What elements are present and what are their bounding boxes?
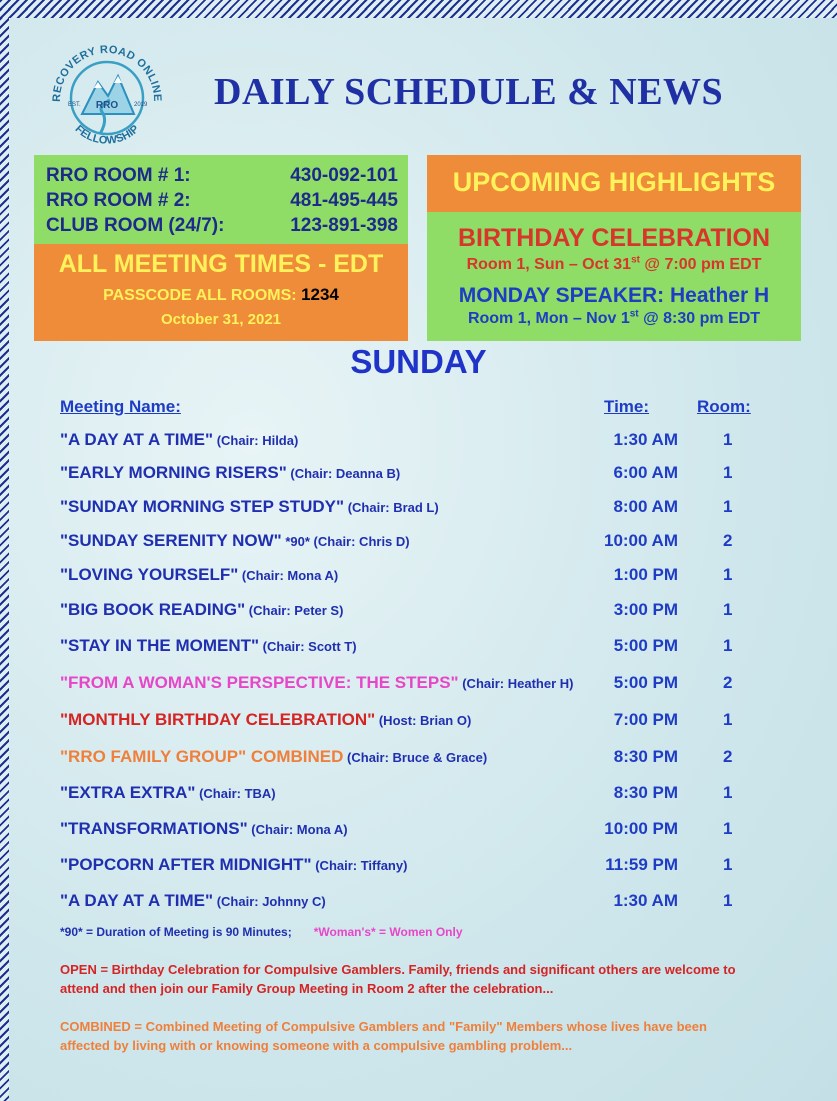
rro-logo: [38, 38, 176, 158]
meeting-time: 7:00 PM: [613, 710, 678, 729]
meeting-room: 2: [723, 531, 733, 550]
meeting-row: [60, 747, 760, 777]
meeting-title: "EARLY MORNING RISERS": [60, 463, 287, 482]
room-number: 430-092-101: [290, 165, 398, 186]
logo-top-text: RECOVERY ROAD ONLINE: [50, 43, 164, 103]
meeting-row: [60, 463, 760, 493]
meeting-row: [60, 673, 760, 703]
meeting-room: 1: [723, 565, 733, 584]
meeting-row: [60, 710, 760, 740]
passcode-line: [34, 285, 408, 305]
event1-sup: st: [631, 254, 640, 266]
meeting-room: 1: [723, 710, 733, 729]
meeting-time: 5:00 PM: [613, 636, 678, 655]
meeting-title: "FROM A WOMAN'S PERSPECTIVE: THE STEPS": [60, 673, 459, 692]
meeting-room: 1: [723, 430, 733, 449]
meeting-chair: (Chair: Mona A): [238, 568, 339, 583]
meeting-title: "A DAY AT A TIME": [60, 430, 214, 449]
passcode-label: PASSCODE ALL ROOMS:: [103, 287, 297, 304]
schedule-date: October 31, 2021: [160, 311, 282, 328]
meeting-chair: (Chair: Deanna B): [286, 466, 401, 481]
meeting-time: 3:00 PM: [613, 600, 678, 619]
event2-sup: st: [629, 308, 639, 320]
meeting-chair: (Chair: Mona A): [247, 822, 348, 837]
meeting-room: 1: [723, 497, 733, 516]
meeting-row: [60, 565, 760, 595]
logo-est: EST.: [68, 102, 81, 108]
meeting-time: 1:30 AM: [613, 430, 678, 449]
rooms-box: [34, 155, 408, 244]
meeting-row: [60, 497, 760, 527]
room-number: 481-495-445: [290, 190, 398, 211]
day-heading: SUNDAY: [350, 343, 487, 380]
note-woman: *Woman's* = Women Only: [313, 925, 463, 939]
room-label: RRO ROOM # 1:: [46, 165, 191, 186]
meeting-name: [60, 463, 400, 483]
room-label: RRO ROOM # 2:: [46, 190, 191, 211]
room-number: 123-891-398: [290, 215, 398, 236]
meeting-row: [60, 600, 760, 630]
meeting-time: 1:00 PM: [613, 565, 678, 584]
meeting-name: [60, 855, 407, 875]
border-bottom: [0, 9, 837, 18]
meeting-time: 10:00 AM: [603, 531, 678, 550]
meeting-time: 8:30 PM: [613, 747, 678, 766]
logo-year: 2019: [134, 102, 148, 108]
note-open: OPEN = Birthday Celebration for Compulsive Gamblers. Family, friends and significant others are welcome to attend and then join our Family Group Meeting in Room 2 after the celebration...: [60, 962, 736, 996]
meeting-room: 1: [723, 463, 733, 482]
meeting-chair: (Chair: Johnny C): [213, 894, 326, 909]
meeting-name: [60, 430, 298, 450]
meeting-name: [60, 565, 338, 585]
room-label: CLUB ROOM (24/7):: [46, 215, 225, 236]
event1-pre: Room 1, Sun – Oct 31: [466, 256, 632, 273]
passcode-value: 1234: [301, 285, 339, 304]
meeting-title: "BIG BOOK READING": [60, 600, 246, 619]
meeting-time: 6:00 AM: [613, 463, 678, 482]
meeting-chair: (Chair: TBA): [195, 786, 276, 801]
meeting-row: [60, 783, 760, 813]
meeting-chair: (Chair: Brad L): [344, 500, 439, 515]
legend-notes: [60, 925, 463, 939]
room-row: [46, 188, 398, 213]
meeting-title: "A DAY AT A TIME": [60, 891, 214, 910]
meeting-time: 8:00 AM: [613, 497, 678, 516]
meeting-name: [60, 497, 439, 517]
event2-title: MONDAY SPEAKER: Heather H: [458, 284, 770, 307]
header-room: Room:: [697, 397, 751, 416]
event1-post: @ 7:00 pm EDT: [639, 256, 762, 273]
event2-details: [427, 310, 801, 328]
svg-text:FELLOWSHIP: [73, 123, 142, 147]
meeting-title: "RRO FAMILY GROUP" COMBINED: [60, 747, 344, 766]
meeting-title: "LOVING YOURSELF": [60, 565, 239, 584]
logo-center-text: RRO: [95, 100, 119, 111]
meeting-name: [60, 531, 410, 551]
meeting-time: 8:30 PM: [613, 783, 678, 802]
meeting-chair: (Chair: Heather H): [458, 676, 574, 691]
note-combined: COMBINED = Combined Meeting of Compulsive Gamblers and "Family" Members whose lives have been affected by living with or knowing someone with a compulsive gambling problem...: [60, 1019, 707, 1053]
meeting-row: [60, 819, 760, 849]
meeting-time: 5:00 PM: [613, 673, 678, 692]
meeting-row: [60, 855, 760, 885]
meeting-room: 1: [723, 600, 733, 619]
meeting-row: [60, 636, 760, 666]
meeting-room: 1: [723, 636, 733, 655]
meeting-title: "MONTHLY BIRTHDAY CELEBRATION": [60, 710, 376, 729]
meeting-name: [60, 819, 348, 839]
meeting-name: [60, 600, 343, 620]
border-top: [0, 0, 837, 9]
meeting-room: 1: [723, 783, 733, 802]
event1-title: BIRTHDAY CELEBRATION: [457, 224, 771, 252]
meeting-times-heading: ALL MEETING TIMES - EDT: [58, 250, 384, 278]
page-title: DAILY SCHEDULE & NEWS: [214, 71, 724, 113]
header-time: Time:: [604, 397, 650, 416]
meeting-name: [60, 710, 471, 730]
event1-details: [427, 256, 801, 274]
event2-post: @ 8:30 pm EDT: [638, 310, 761, 327]
meeting-title: "STAY IN THE MOMENT": [60, 636, 260, 655]
meeting-chair: *90* (Chair: Chris D): [281, 534, 410, 549]
meeting-room: 1: [723, 819, 733, 838]
highlights-header: [427, 155, 801, 212]
meeting-room: 1: [723, 855, 733, 874]
meeting-name: [60, 636, 357, 656]
meeting-room: 2: [723, 673, 733, 692]
meeting-time: 10:00 PM: [604, 819, 678, 838]
meeting-chair: (Host: Brian O): [375, 713, 472, 728]
meeting-row: [60, 531, 760, 561]
event2-pre: Room 1, Mon – Nov 1: [467, 310, 630, 327]
meeting-name: [60, 891, 326, 911]
meeting-room: 2: [723, 747, 733, 766]
meeting-time: 1:30 AM: [613, 891, 678, 910]
meeting-info-box: [34, 244, 408, 341]
room-row: [46, 213, 398, 238]
meeting-room: 1: [723, 891, 733, 910]
meeting-title: "SUNDAY SERENITY NOW": [60, 531, 282, 550]
meeting-chair: (Chair: Bruce & Grace): [343, 750, 488, 765]
meeting-title: "EXTRA EXTRA": [60, 783, 196, 802]
meeting-chair: (Chair: Scott T): [259, 639, 357, 654]
highlights-box: [427, 212, 801, 341]
meeting-name: [60, 783, 276, 803]
meeting-chair: (Chair: Peter S): [245, 603, 344, 618]
meeting-title: "POPCORN AFTER MIDNIGHT": [60, 855, 312, 874]
meeting-time: 11:59 PM: [605, 855, 678, 874]
note-90: *90* = Duration of Meeting is 90 Minutes;: [60, 925, 292, 939]
meeting-name: [60, 673, 573, 693]
highlights-title: UPCOMING HIGHLIGHTS: [452, 167, 776, 197]
logo-bottom-text: FELLOWSHIP: [72, 122, 142, 147]
border-left: [0, 18, 9, 1101]
meeting-title: "SUNDAY MORNING STEP STUDY": [60, 497, 345, 516]
meeting-row: [60, 891, 760, 921]
meeting-title: "TRANSFORMATIONS": [60, 819, 248, 838]
header-meeting-name: Meeting Name:: [60, 397, 181, 416]
meeting-chair: (Chair: Tiffany): [311, 858, 408, 873]
meeting-row: [60, 430, 760, 460]
meeting-name: [60, 747, 487, 767]
meeting-chair: (Chair: Hilda): [213, 433, 299, 448]
room-row: [46, 163, 398, 188]
